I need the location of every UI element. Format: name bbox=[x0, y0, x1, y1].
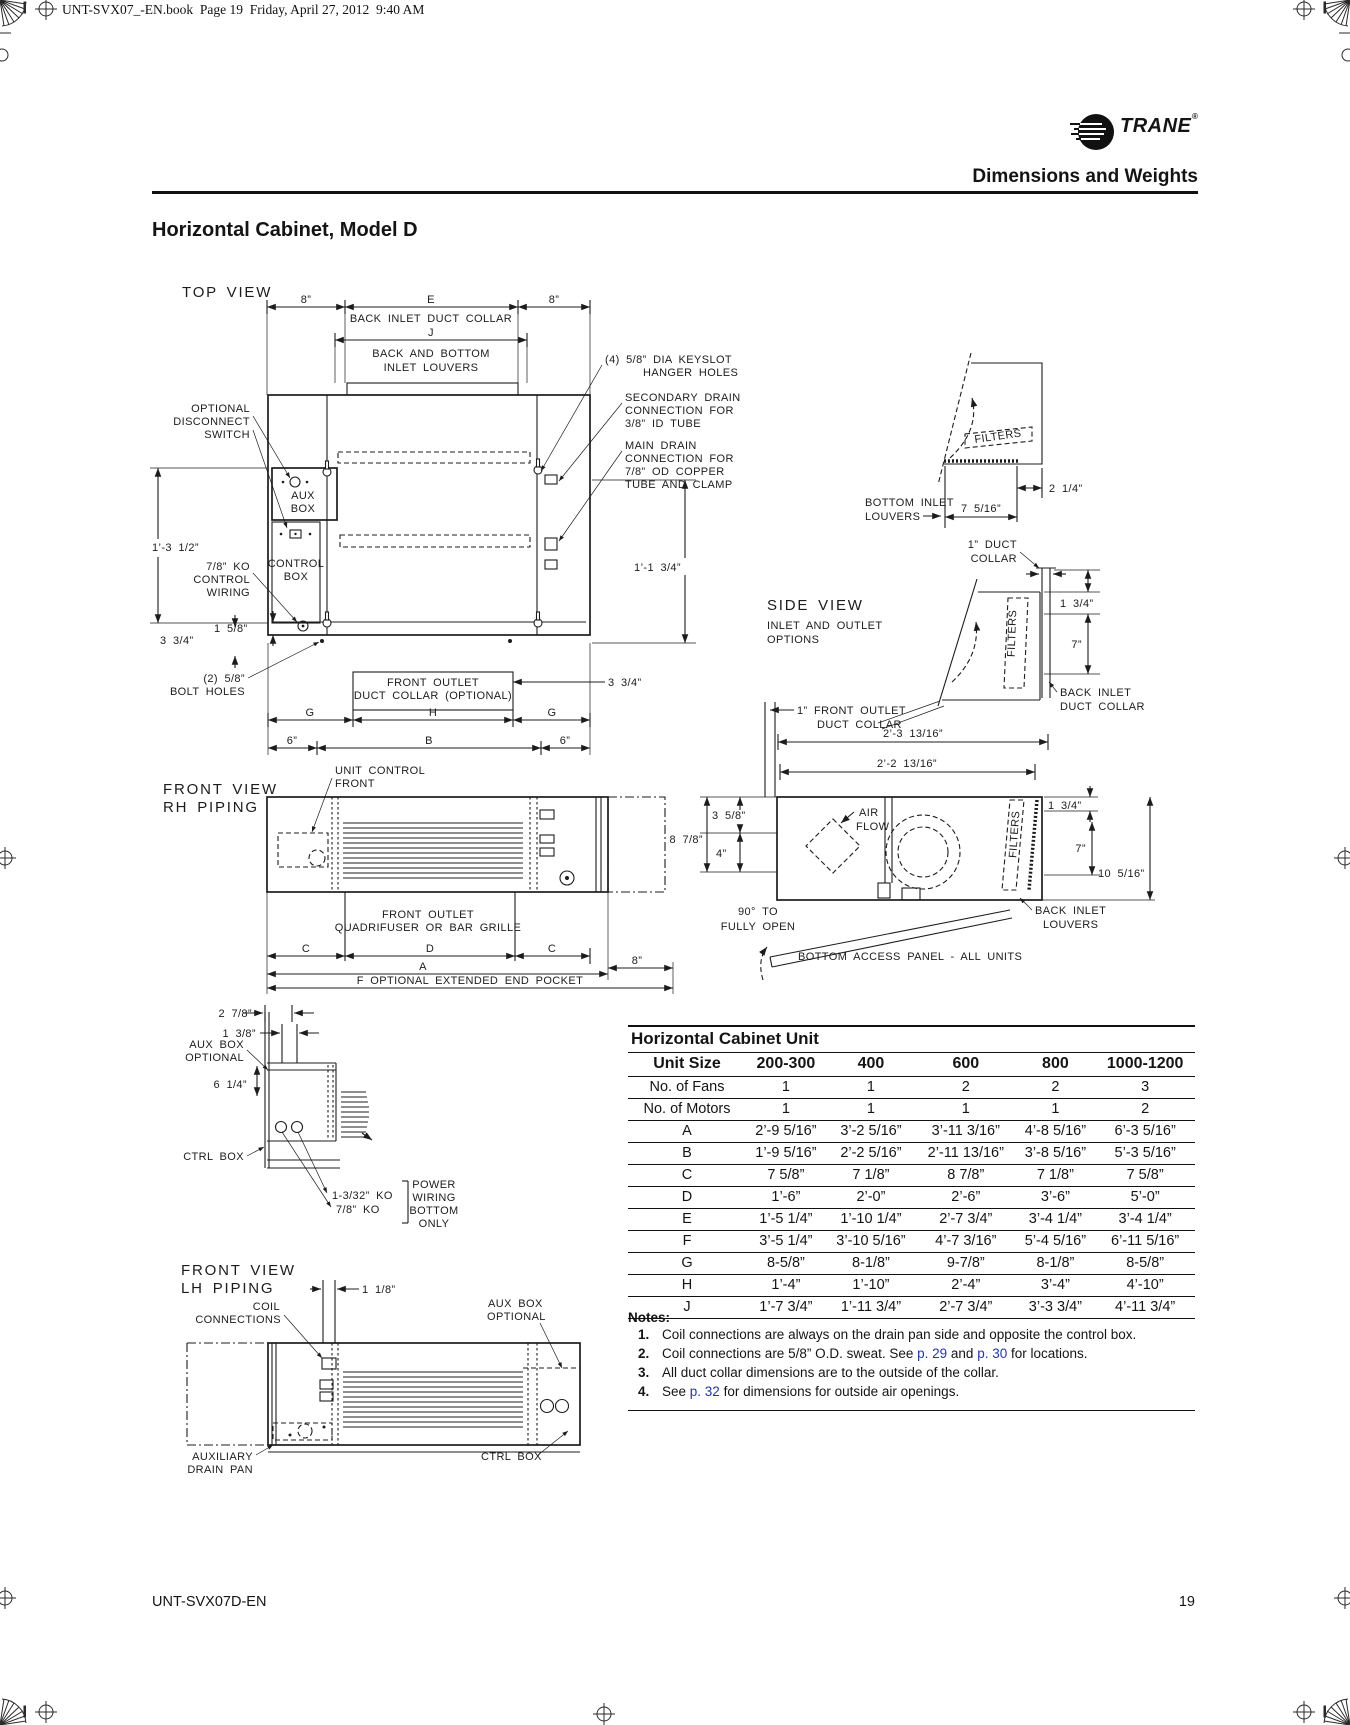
table-row bbox=[628, 1187, 1195, 1209]
auxiliary-drain-pan-label-2: DRAIN PAN bbox=[187, 1464, 253, 1476]
aux-box-optional-lh-2: OPTIONAL bbox=[487, 1311, 546, 1323]
front-outlet-collar-label-2: DUCT COLLAR bbox=[817, 719, 902, 731]
front-view-rh-title-2: RH PIPING bbox=[163, 799, 259, 816]
note-text: for dimensions for outside air openings. bbox=[719, 1384, 960, 1399]
table-cell: 5’-3 5/16” bbox=[1095, 1143, 1195, 1165]
note-text: All duct collar dimensions are to the outside of the collar. bbox=[662, 1365, 999, 1380]
table-cell: 1’-7 3/4” bbox=[746, 1297, 826, 1319]
table-cell: 1 bbox=[826, 1099, 916, 1121]
table-row bbox=[628, 1231, 1195, 1253]
page-link[interactable]: p. 30 bbox=[977, 1346, 1008, 1361]
table-cell: 2’-6” bbox=[916, 1187, 1015, 1209]
back-inlet-duct-collar-2: DUCT COLLAR bbox=[1060, 701, 1145, 713]
table-row bbox=[628, 1121, 1195, 1143]
dim-7in-side: 7” bbox=[1071, 639, 1082, 651]
note-number: 3. bbox=[638, 1365, 650, 1380]
table-cell: 1 bbox=[746, 1099, 826, 1121]
control-box-label-1: CONTROL bbox=[267, 558, 325, 570]
coil-connections-label-2: CONNECTIONS bbox=[195, 1314, 281, 1326]
table-cell: 2’-7 3/4” bbox=[916, 1297, 1015, 1319]
table-cell: 1 bbox=[746, 1077, 826, 1099]
row-label: G bbox=[628, 1253, 746, 1275]
dim-6-1-4: 6 1/4” bbox=[213, 1079, 247, 1091]
ctrl-box-label-lh: CTRL BOX bbox=[481, 1451, 542, 1463]
front-view-lh-diagram bbox=[140, 1255, 610, 1485]
main-drain-label-1: MAIN DRAIN bbox=[625, 440, 697, 452]
keyslot-holes-label-2: HANGER HOLES bbox=[643, 367, 739, 379]
end-pocket-detail-diagram bbox=[140, 1000, 470, 1235]
ko-control-wiring-2: CONTROL bbox=[193, 574, 250, 586]
front-view-lh-title-1: FRONT VIEW bbox=[181, 1262, 296, 1279]
front-outlet-collar-label-1: 1” FRONT OUTLET bbox=[797, 705, 906, 717]
row-label: J bbox=[628, 1297, 746, 1319]
ctrl-box-label: CTRL BOX bbox=[183, 1151, 244, 1163]
optional-disconnect-label-1: OPTIONAL bbox=[191, 403, 250, 415]
dim-3-5-8: 3 5/8” bbox=[712, 810, 746, 822]
col-header-unit-size: Unit Size bbox=[628, 1053, 746, 1077]
ko-control-wiring-3: WIRING bbox=[206, 587, 250, 599]
note-text: Coil connections are always on the drain pan side and opposite the control box. bbox=[662, 1327, 1137, 1342]
open-90-label-1: 90° TO bbox=[738, 906, 778, 918]
note-text: and bbox=[947, 1346, 978, 1361]
ko-control-wiring-1: 7/8” KO bbox=[206, 561, 250, 573]
table-cell: 1’-4” bbox=[746, 1275, 826, 1297]
filters-label-louver-detail: FILTERS bbox=[973, 427, 1023, 446]
table-cell: 2’-2 5/16” bbox=[826, 1143, 916, 1165]
table-cell: 7 1/8” bbox=[1016, 1165, 1096, 1187]
table-cell: 1’-9 5/16” bbox=[746, 1143, 826, 1165]
table-cell: 3’-3 3/4” bbox=[1016, 1297, 1096, 1319]
table-row bbox=[628, 1209, 1195, 1231]
dim-6in-right: 6” bbox=[559, 735, 571, 747]
table-cell: 1’-5 1/4” bbox=[746, 1209, 826, 1231]
dim-1-3-8: 1 3/8” bbox=[222, 1028, 256, 1040]
side-view-title: SIDE VIEW bbox=[767, 597, 864, 614]
dim-h: H bbox=[428, 707, 438, 719]
table-cell: 7 5/8” bbox=[1095, 1165, 1195, 1187]
aux-box-label-1: AUX bbox=[291, 490, 315, 502]
table-cell: 8-1/8” bbox=[1016, 1253, 1096, 1275]
table-cell: 1’-11 3/4” bbox=[826, 1297, 916, 1319]
dim-8in-pocket: 8” bbox=[631, 955, 643, 967]
table-cell: 1’-10 1/4” bbox=[826, 1209, 916, 1231]
back-bottom-louvers-label-1: BACK AND BOTTOM bbox=[372, 348, 490, 360]
back-inlet-louvers-label-2: LOUVERS bbox=[1043, 919, 1099, 931]
power-wiring-label-1: POWER bbox=[412, 1179, 456, 1191]
dim-4in: 4” bbox=[716, 848, 727, 860]
dim-7-5-16: 7 5/16” bbox=[960, 503, 1002, 515]
bottom-access-panel-label: BOTTOM ACCESS PANEL - ALL UNITS bbox=[798, 951, 1023, 963]
table-cell: 1 bbox=[1016, 1099, 1096, 1121]
table-cell: 3’-2 5/16” bbox=[826, 1121, 916, 1143]
lower-side-view-body bbox=[700, 702, 1155, 980]
row-label: H bbox=[628, 1275, 746, 1297]
keyslot-hanger-holes bbox=[323, 459, 542, 627]
table-cell: 4’-8 5/16” bbox=[1016, 1121, 1096, 1143]
note-item bbox=[628, 1384, 1195, 1399]
row-label: C bbox=[628, 1165, 746, 1187]
bolt-holes-label-1: (2) 5/8” bbox=[203, 673, 245, 685]
table-row bbox=[628, 1253, 1195, 1275]
table-cell: 8-5/8” bbox=[1095, 1253, 1195, 1275]
front-view-lh-title-2: LH PIPING bbox=[181, 1280, 275, 1297]
table-row bbox=[628, 1165, 1195, 1187]
note-text: Coil connections are 5/8” O.D. sweat. See bbox=[662, 1346, 918, 1361]
table-cell: 2’-7 3/4” bbox=[916, 1209, 1015, 1231]
footer-document-id: UNT-SVX07D-EN bbox=[152, 1594, 267, 1610]
power-wiring-label-3: BOTTOM bbox=[409, 1205, 459, 1217]
dim-6in-left: 6” bbox=[286, 735, 298, 747]
notes-heading: Notes: bbox=[628, 1310, 671, 1325]
side-view-subtitle-1: INLET AND OUTLET bbox=[767, 620, 883, 632]
table-cell: 1 bbox=[916, 1099, 1015, 1121]
dim-2ft-3-13-16: 2’-3 13/16” bbox=[883, 728, 943, 740]
back-inlet-duct-collar-label: BACK INLET DUCT COLLAR bbox=[349, 313, 513, 325]
dim-2-1-4: 2 1/4” bbox=[1049, 483, 1083, 495]
dim-1-3-4-side: 1 3/4” bbox=[1060, 598, 1094, 610]
secondary-drain-label-2: CONNECTION FOR bbox=[625, 405, 734, 417]
filters-label-side-view: FILTERS bbox=[1005, 609, 1020, 658]
table-cell: 5’-0” bbox=[1095, 1187, 1195, 1209]
optional-disconnect-label-3: SWITCH bbox=[204, 429, 250, 441]
note-item bbox=[628, 1327, 1195, 1342]
power-wiring-label-2: WIRING bbox=[412, 1192, 456, 1204]
table-cell: 8-5/8” bbox=[746, 1253, 826, 1275]
table-title: Horizontal Cabinet Unit bbox=[628, 1026, 1195, 1053]
view-title: TOP VIEW bbox=[182, 284, 273, 301]
air-flow-label-2: FLOW bbox=[856, 821, 890, 833]
dim-f-pocket: F OPTIONAL EXTENDED END POCKET bbox=[356, 975, 584, 987]
table-cell: 2’-9 5/16” bbox=[746, 1121, 826, 1143]
note-text: See bbox=[662, 1384, 690, 1399]
row-label: B bbox=[628, 1143, 746, 1165]
ko-1-3-32-label: 1-3/32” KO bbox=[332, 1190, 393, 1202]
table-cell: 2’-0” bbox=[826, 1187, 916, 1209]
table-row bbox=[628, 1143, 1195, 1165]
dim-d: D bbox=[425, 943, 435, 955]
cabinet-outline bbox=[268, 383, 590, 710]
print-header-text: UNT-SVX07_-EN.book Page 19 Friday, April 27, 2012 9:40 AM bbox=[62, 2, 425, 17]
table-cell: 2 bbox=[1095, 1099, 1195, 1121]
main-drain-label-3: 7/8” OD COPPER bbox=[625, 466, 725, 478]
table-cell: 2’-11 13/16” bbox=[916, 1143, 1015, 1165]
dim-2-7-8: 2 7/8” bbox=[218, 1008, 252, 1020]
row-label: A bbox=[628, 1121, 746, 1143]
table-cell: 6’-3 5/16” bbox=[1095, 1121, 1195, 1143]
back-inlet-louvers-label-1: BACK INLET bbox=[1035, 905, 1107, 917]
ko-7-8-label: 7/8” KO bbox=[336, 1204, 380, 1216]
table-row bbox=[628, 1099, 1195, 1121]
bottom-inlet-louvers-label-2: LOUVERS bbox=[865, 511, 921, 523]
front-outlet-collar-label-1: FRONT OUTLET bbox=[387, 677, 479, 689]
col-header-200-300: 200-300 bbox=[746, 1053, 826, 1077]
table-cell: 4’-10” bbox=[1095, 1275, 1195, 1297]
aux-box-optional-2: OPTIONAL bbox=[185, 1052, 244, 1064]
front-outlet-collar-label-2: DUCT COLLAR (OPTIONAL) bbox=[353, 690, 513, 702]
filters-label-lower: FILTERS bbox=[1007, 810, 1023, 859]
grille-label-1: FRONT OUTLET bbox=[382, 909, 474, 921]
table-cell: 8-1/8” bbox=[826, 1253, 916, 1275]
row-label: F bbox=[628, 1231, 746, 1253]
page-link[interactable]: p. 29 bbox=[917, 1346, 948, 1361]
front-view-rh-diagram bbox=[140, 760, 700, 1010]
dim-j: J bbox=[428, 327, 434, 339]
dim-e: E bbox=[427, 294, 435, 306]
row-label: No. of Fans bbox=[628, 1077, 746, 1099]
section-heading: Dimensions and Weights bbox=[972, 166, 1198, 187]
table-cell: 3 bbox=[1095, 1077, 1195, 1099]
dim-8in-left: 8” bbox=[300, 294, 312, 306]
table-cell: 3’-4 1/4” bbox=[1016, 1209, 1096, 1231]
front-view-rh-body bbox=[267, 778, 673, 994]
col-header-800: 800 bbox=[1016, 1053, 1096, 1077]
optional-disconnect-label-2: DISCONNECT bbox=[173, 416, 250, 428]
dim-g-left: G bbox=[305, 707, 315, 719]
dim-1-1-8: 1 1/8” bbox=[362, 1284, 396, 1296]
note-item bbox=[628, 1346, 1195, 1361]
table-cell: 2 bbox=[1016, 1077, 1096, 1099]
dim-8in-right: 8” bbox=[548, 294, 560, 306]
bottom-inlet-louvers-label-1: BOTTOM INLET bbox=[865, 497, 954, 509]
page-link[interactable]: p. 32 bbox=[689, 1384, 720, 1399]
dim-3-3-4-left: 3 3/4” bbox=[160, 635, 194, 647]
table-cell: 1’-10” bbox=[826, 1275, 916, 1297]
secondary-drain-label-1: SECONDARY DRAIN bbox=[625, 392, 741, 404]
air-flow-label-1: AIR bbox=[859, 807, 879, 819]
table-cell: 2 bbox=[916, 1077, 1015, 1099]
front-view-rh-title-1: FRONT VIEW bbox=[163, 781, 278, 798]
table-cell: 4’-11 3/4” bbox=[1095, 1297, 1195, 1319]
one-inch-duct-collar-1: 1” DUCT bbox=[967, 539, 1017, 551]
table-cell: 8 7/8” bbox=[916, 1165, 1015, 1187]
note-number: 2. bbox=[638, 1346, 650, 1361]
dim-c-right: C bbox=[547, 943, 557, 955]
dim-b: B bbox=[425, 735, 433, 747]
secondary-drain-label-3: 3/8” ID TUBE bbox=[625, 418, 702, 430]
notes-section bbox=[628, 1310, 1195, 1411]
table-cell: 6’-11 5/16” bbox=[1095, 1231, 1195, 1253]
coil-connections-label-1: COIL bbox=[252, 1301, 280, 1313]
auxiliary-drain-pan-label-1: AUXILIARY bbox=[192, 1451, 253, 1463]
table-cell: 3’-6” bbox=[1016, 1187, 1096, 1209]
main-drain-label-2: CONNECTION FOR bbox=[625, 453, 734, 465]
unit-control-label-1: UNIT CONTROL bbox=[335, 765, 426, 777]
trane-globe-icon bbox=[1070, 114, 1114, 150]
power-wiring-label-4: ONLY bbox=[418, 1218, 450, 1230]
dim-a: A bbox=[419, 961, 427, 973]
dim-g-right: G bbox=[547, 707, 557, 719]
table-cell: 3’-10 5/16” bbox=[826, 1231, 916, 1253]
footer-page-number: 19 bbox=[1178, 1594, 1195, 1610]
unit-control-label-2: FRONT bbox=[335, 778, 375, 790]
brand-name: TRANE bbox=[1120, 115, 1192, 137]
note-number: 1. bbox=[638, 1327, 650, 1342]
main-drain-label-4: TUBE AND CLAMP bbox=[625, 479, 733, 491]
heading-rule bbox=[152, 191, 1198, 194]
one-inch-duct-collar-2: COLLAR bbox=[970, 553, 1017, 565]
table-cell: 7 5/8” bbox=[746, 1165, 826, 1187]
note-text: for locations. bbox=[1007, 1346, 1088, 1361]
dim-2ft-2-13-16: 2’-2 13/16” bbox=[877, 758, 937, 770]
table-row bbox=[628, 1275, 1195, 1297]
table-cell: 3’-8 5/16” bbox=[1016, 1143, 1096, 1165]
table-cell: 3’-5 1/4” bbox=[746, 1231, 826, 1253]
page-title: Horizontal Cabinet, Model D bbox=[152, 219, 418, 241]
back-inlet-duct-collar-1: BACK INLET bbox=[1060, 687, 1132, 699]
side-view-subtitle-2: OPTIONS bbox=[767, 634, 820, 646]
dim-c-left: C bbox=[301, 943, 311, 955]
grille-label-2: QUADRIFUSER OR BAR GRILLE bbox=[334, 922, 522, 934]
col-header-400: 400 bbox=[826, 1053, 916, 1077]
dim-1-3-4-lower: 1 3/4” bbox=[1048, 800, 1082, 812]
table-cell: 9-7/8” bbox=[916, 1253, 1015, 1275]
table-cell: 5’-4 5/16” bbox=[1016, 1231, 1096, 1253]
row-label: D bbox=[628, 1187, 746, 1209]
table-cell: 3’-11 3/16” bbox=[916, 1121, 1015, 1143]
dimensions-table bbox=[628, 1025, 1195, 1319]
aux-box-optional-lh-1: AUX BOX bbox=[488, 1298, 543, 1310]
dim-1ft-3half: 1’-3 1/2” bbox=[152, 542, 199, 554]
aux-box-label-2: BOX bbox=[290, 503, 316, 515]
dim-10-5-16: 10 5/16” bbox=[1098, 868, 1145, 880]
table-cell: 7 1/8” bbox=[826, 1165, 916, 1187]
note-number: 4. bbox=[638, 1384, 650, 1399]
dim-7in-lower: 7” bbox=[1075, 843, 1086, 855]
col-header-1000-1200: 1000-1200 bbox=[1095, 1053, 1195, 1077]
side-view-diagrams bbox=[620, 330, 1210, 980]
registered-trademark: ® bbox=[1192, 112, 1198, 121]
table-cell: 2’-4” bbox=[916, 1275, 1015, 1297]
dim-8-7-8: 8 7/8” bbox=[669, 834, 703, 846]
table-cell: 3’-4” bbox=[1016, 1275, 1096, 1297]
note-item bbox=[628, 1365, 1195, 1380]
col-header-600: 600 bbox=[916, 1053, 1015, 1077]
dim-1ft-1-3-4: 1’-1 3/4” bbox=[634, 562, 681, 574]
table-cell: 1’-6” bbox=[746, 1187, 826, 1209]
back-bottom-louvers-label-2: INLET LOUVERS bbox=[383, 362, 479, 374]
row-label: No. of Motors bbox=[628, 1099, 746, 1121]
keyslot-holes-label-1: (4) 5/8” DIA KEYSLOT bbox=[605, 354, 733, 366]
bolt-holes-label-2: BOLT HOLES bbox=[169, 686, 245, 698]
table-row bbox=[628, 1077, 1195, 1099]
table-cell: 4’-7 3/16” bbox=[916, 1231, 1015, 1253]
open-90-label-2: FULLY OPEN bbox=[720, 921, 796, 933]
dim-1-5-8: 1 5/8” bbox=[214, 623, 248, 635]
row-label: E bbox=[628, 1209, 746, 1231]
table-cell: 3’-4 1/4” bbox=[1095, 1209, 1195, 1231]
dim-3-3-4-right: 3 3/4” bbox=[608, 677, 642, 689]
aux-box-optional-1: AUX BOX bbox=[189, 1039, 244, 1051]
table-cell: 1 bbox=[826, 1077, 916, 1099]
control-box-label-2: BOX bbox=[283, 571, 309, 583]
